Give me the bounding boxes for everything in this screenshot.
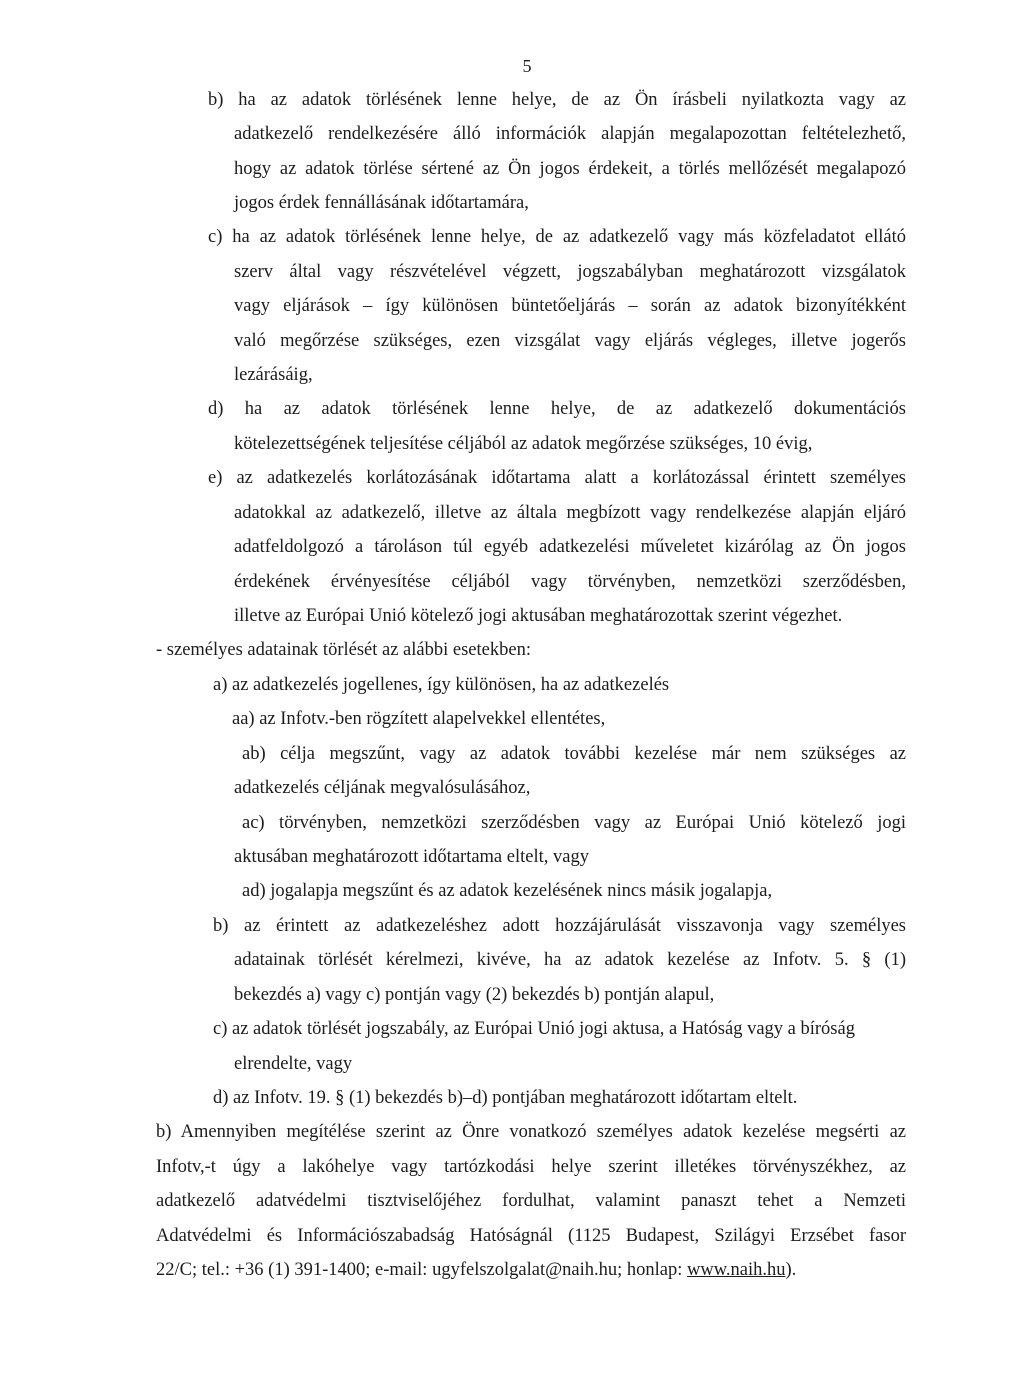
- text-line: érdekének érvényesítése céljából vagy törvényben, nemzetközi szerződésben,: [234, 572, 906, 592]
- naih-website-link[interactable]: www.naih.hu: [686, 1260, 786, 1280]
- text-line: hogy az adatok törlése sértené az Ön jogos érdekeit, a törlés mellőzését megalapozó: [234, 159, 906, 179]
- text-line: adatokkal az adatkezelő, illetve az általa megbízott vagy rendelkezése alapján eljáró: [234, 503, 906, 523]
- text-line: ad) jogalapja megszűnt és az adatok kezelésének nincs másik jogalapja,: [242, 881, 773, 901]
- text-line: ac) törvényben, nemzetközi szerződésben vagy az Európai Unió kötelező jogi: [242, 813, 906, 833]
- text-line: bekezdés a) vagy c) pontján vagy (2) bekezdés b) pontján alapul,: [234, 985, 715, 1005]
- text-line: adatfeldolgozó a tároláson túl egyéb adatkezelési műveletet kizárólag az Ön jogos: [234, 537, 906, 557]
- text-line: jogos érdek fennállásának időtartamára,: [234, 193, 529, 213]
- text-line: adatkezelő rendelkezésére álló információk alapján megalapozottan feltételezhető,: [234, 124, 906, 144]
- text-line: e) az adatkezelés korlátozásának időtartama alatt a korlátozással érintett személyes: [208, 468, 906, 488]
- text-line: - személyes adatainak törlését az alábbi esetekben:: [156, 640, 531, 660]
- text-line: c) az adatok törlését jogszabály, az Európai Unió jogi aktusa, a Hatóság vagy a bíróság: [213, 1019, 855, 1039]
- text-line: adatkezelő adatvédelmi tisztviselőjéhez fordulhat, valamint panaszt tehet a Nemzeti: [156, 1191, 906, 1211]
- text-segment: ).: [785, 1260, 797, 1280]
- text-line: Infotv,-t úgy a lakóhelye vagy tartózkodási helye szerint illetékes törvényszékhez, az: [156, 1157, 906, 1177]
- page-number: 5: [522, 56, 532, 76]
- text-line: elrendelte, vagy: [234, 1054, 353, 1074]
- text-line: aktusában meghatározott időtartama eltelt, vagy: [234, 847, 589, 867]
- text-line: vagy eljárások – így különösen büntetőeljárás – során az adatok bizonyítékként: [234, 296, 906, 316]
- text-line: ab) célja megszűnt, vagy az adatok további kezelése már nem szükséges az: [242, 744, 906, 764]
- text-line: a) az adatkezelés jogellenes, így különösen, ha az adatkezelés: [213, 675, 670, 695]
- text-line: d) az Infotv. 19. § (1) bekezdés b)–d) pontjában meghatározott időtartam eltelt.: [213, 1088, 798, 1108]
- text-line: Adatvédelmi és Információszabadság Hatóságnál (1125 Budapest, Szilágyi Erzsébet fasor: [156, 1226, 906, 1246]
- text-segment: 22/C; tel.: +36 (1) 391-1400; e-mail: ugyfelszolgalat@naih.hu; honlap:: [156, 1260, 687, 1280]
- text-line: aa) az Infotv.-ben rögzített alapelvekkel ellentétes,: [232, 709, 606, 729]
- text-line-last: [156, 1258, 796, 1282]
- text-line: b) Amennyiben megítélése szerint az Önre vonatkozó személyes adatok kezelése megsérti az: [156, 1122, 906, 1142]
- text-line: d) ha az adatok törlésének lenne helye, de az adatkezelő dokumentációs: [208, 399, 906, 419]
- text-line: kötelezettségének teljesítése céljából az adatok megőrzése szükséges, 10 évig,: [234, 434, 813, 454]
- text-line: b) ha az adatok törlésének lenne helye, de az Ön írásbeli nyilatkozta vagy az: [208, 90, 906, 110]
- text-line: lezárásáig,: [234, 365, 313, 385]
- text-line: c) ha az adatok törlésének lenne helye, de az adatkezelő vagy más közfeladatot ellátó: [208, 227, 906, 247]
- text-line: adatkezelés céljának megvalósulásához,: [234, 778, 531, 798]
- text-line: b) az érintett az adatkezeléshez adott hozzájárulását visszavonja vagy személyes: [213, 916, 906, 936]
- text-line: szerv által vagy részvételével végzett, jogszabályban meghatározott vizsgálatok: [234, 262, 906, 282]
- text-line: adatainak törlését kérelmezi, kivéve, ha az adatok kezelése az Infotv. 5. § (1): [234, 950, 906, 970]
- text-line: illetve az Európai Unió kötelező jogi aktusában meghatározottak szerint végezhet.: [234, 606, 843, 626]
- text-line: való megőrzése szükséges, ezen vizsgálat vagy eljárás végleges, illetve jogerős: [234, 331, 906, 351]
